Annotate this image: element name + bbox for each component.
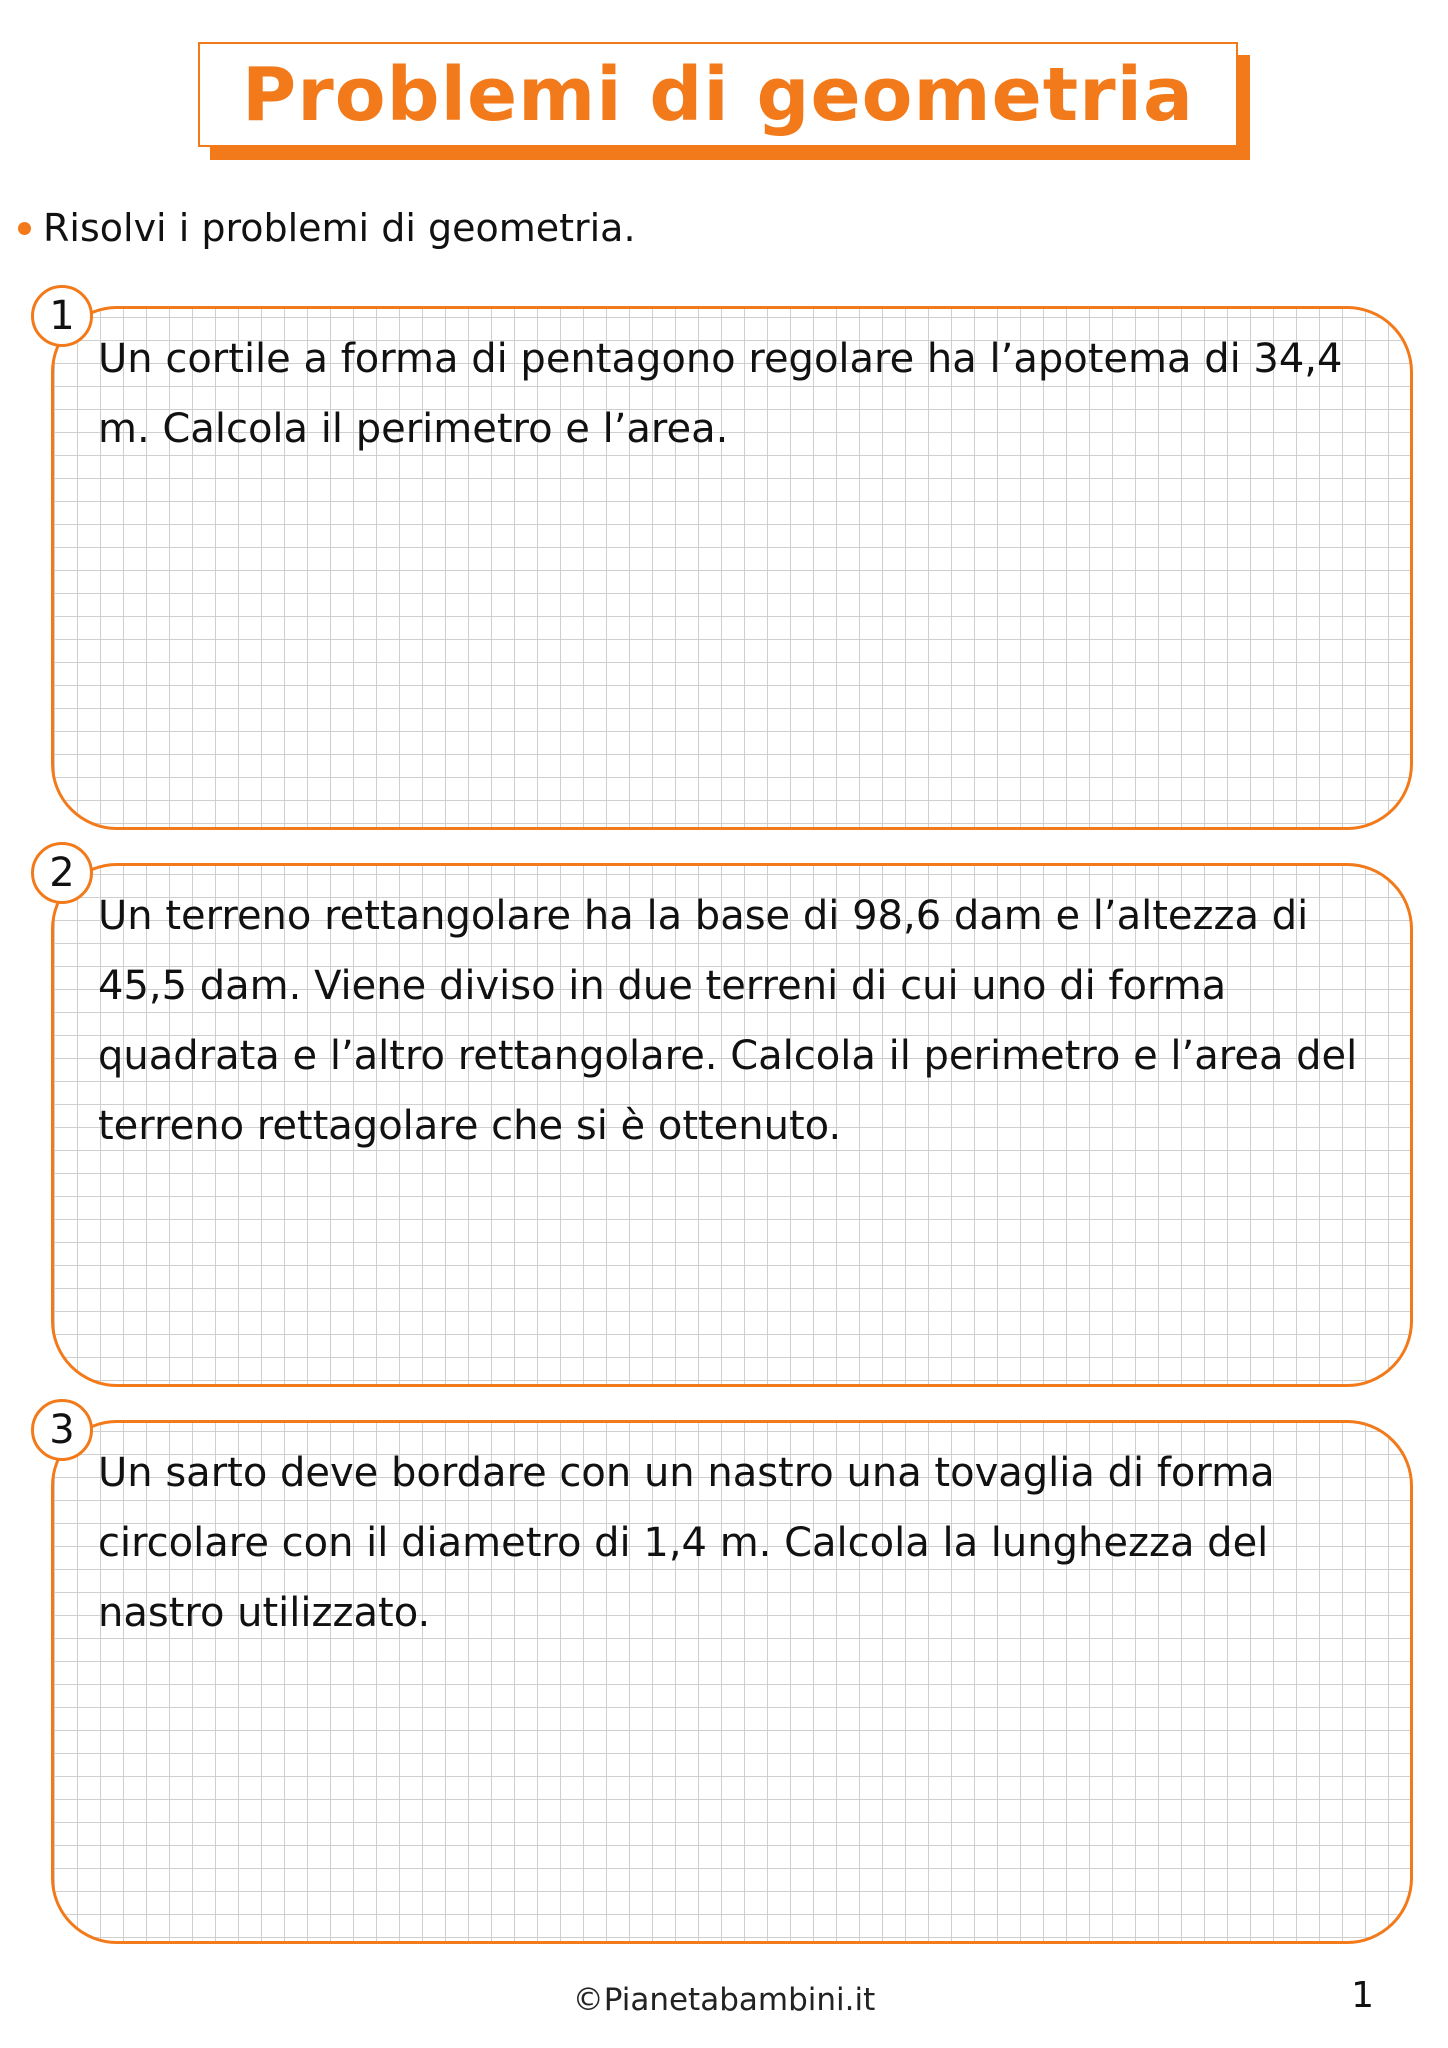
bullet-icon <box>18 222 31 235</box>
title-box <box>198 42 1238 147</box>
title-banner <box>198 42 1251 162</box>
problem-number-badge: 3 <box>31 1399 93 1461</box>
answer-grid-area[interactable] <box>51 863 1413 1387</box>
problem-card-2 <box>49 850 1411 1385</box>
problem-text: Un sarto deve bordare con un nastro una tovaglia di forma circolare con il diametro di 1,4 m. Calcola la lunghezza del nastro utilizzato. <box>98 1450 1275 1636</box>
answer-grid-area[interactable] <box>51 306 1413 830</box>
problem-text: Un cortile a forma di pentagono regolare ha l’apotema di 34,4 m. Calcola il perimetro e l’area. <box>98 336 1343 452</box>
instruction-text: Risolvi i problemi di geometria. <box>43 206 636 250</box>
problem-number-badge: 2 <box>31 842 93 904</box>
instruction <box>18 203 636 253</box>
footer-site-credit: ©Pianetabambini.it <box>572 1982 876 2018</box>
problem-text: Un terreno rettangolare ha la base di 98,6 dam e l’altezza di 45,5 dam. Viene diviso in due terreni di cui uno di forma quadrata e l’altro rettangolare. Calcola il perimetro e l’area del terreno rettagolare che si è ottenuto. <box>98 893 1358 1149</box>
answer-grid-area[interactable] <box>51 1420 1413 1944</box>
problem-card-3 <box>49 1407 1411 1942</box>
problem-number-badge: 1 <box>31 285 93 347</box>
page-title: Problemi di geometria <box>242 51 1194 138</box>
problem-card-1 <box>49 293 1411 828</box>
page-number: 1 <box>1351 1975 1374 2016</box>
